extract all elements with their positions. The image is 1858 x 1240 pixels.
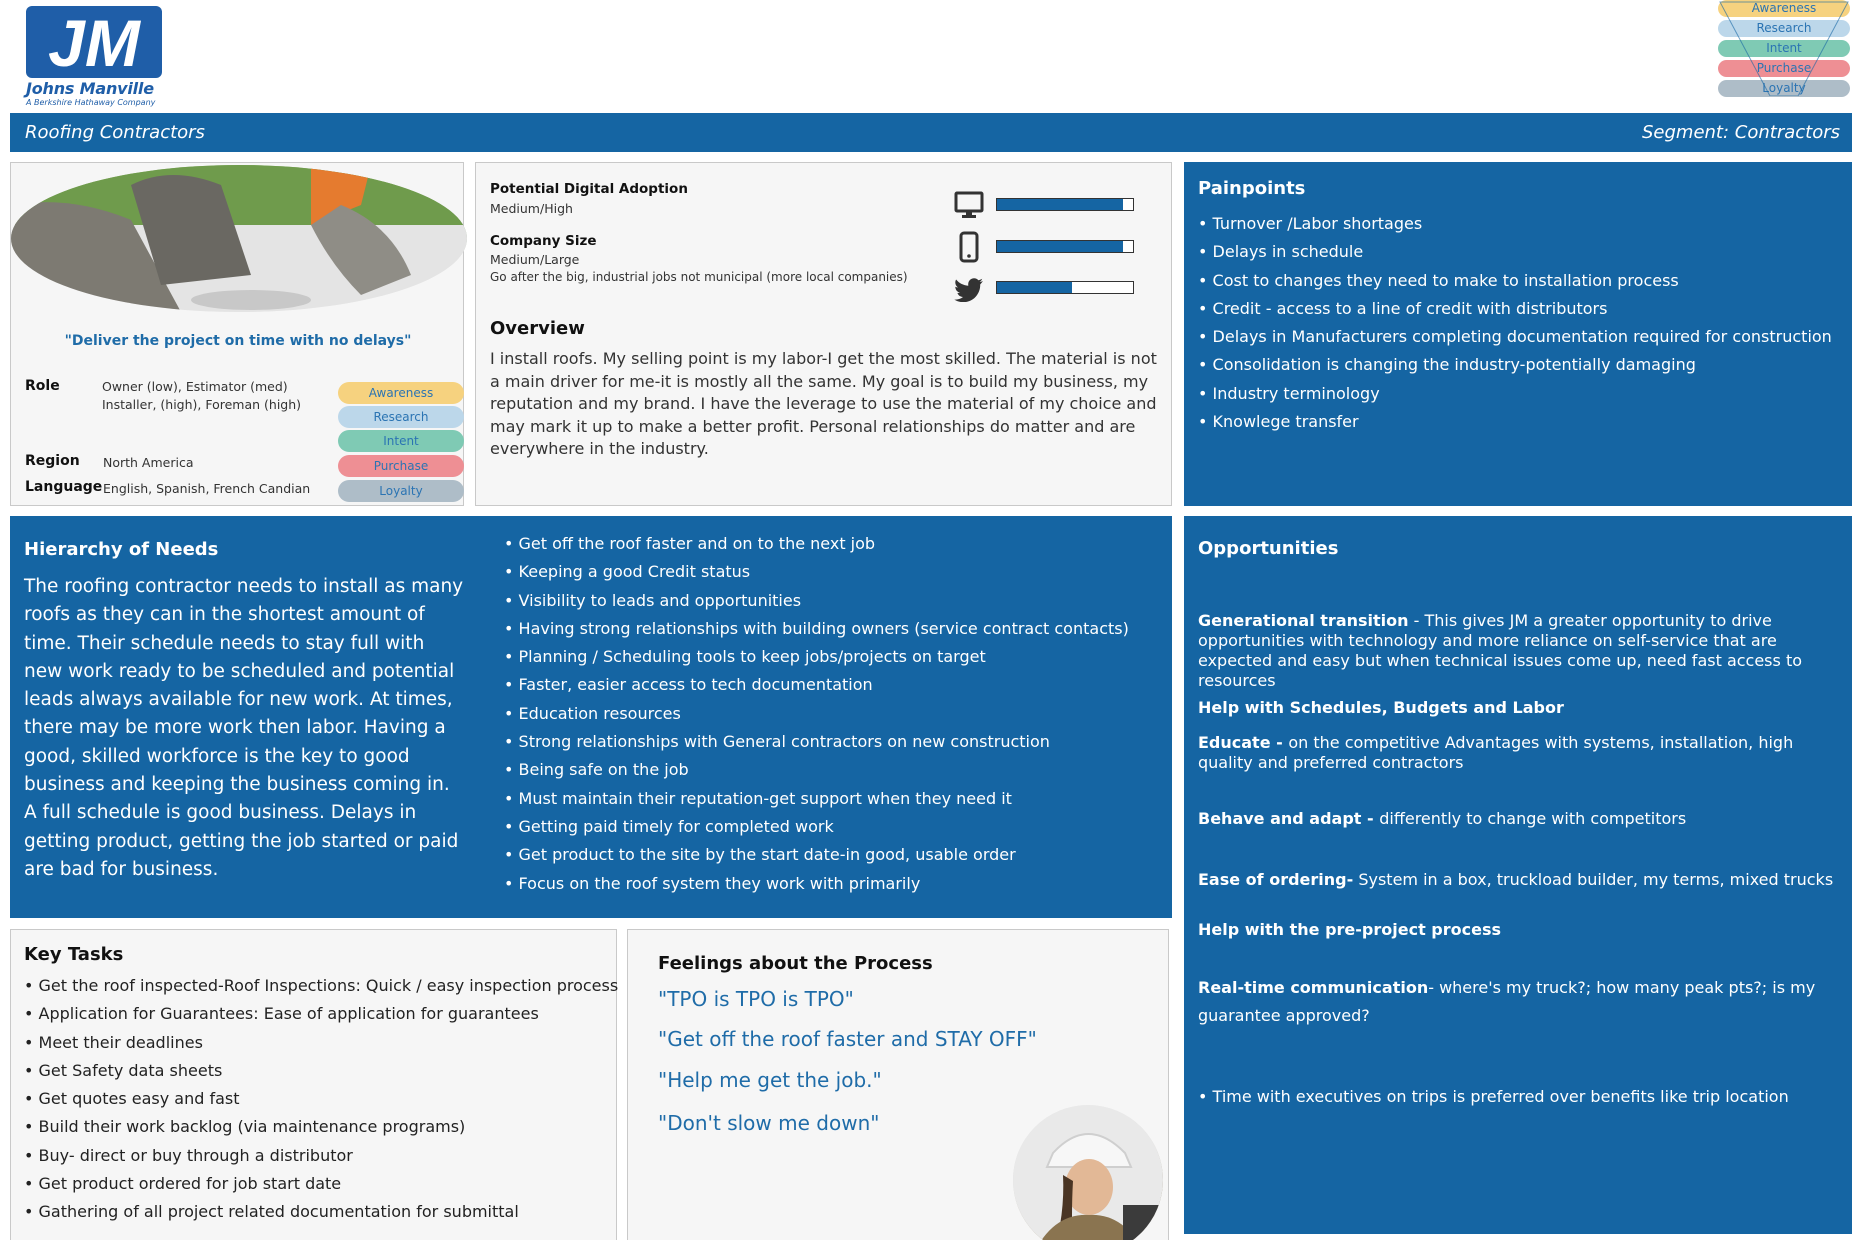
- mobile-adoption-bar: [996, 240, 1134, 253]
- feeling-quote: "Don't slow me down": [658, 1111, 880, 1135]
- twitter-icon: [954, 278, 984, 302]
- desktop-icon: [954, 191, 984, 219]
- list-item: • Must maintain their reputation-get support when they need it: [504, 785, 1129, 813]
- banner-title: Roofing Contractors: [25, 122, 205, 143]
- key-tasks-title: Key Tasks: [24, 944, 124, 965]
- opp-executives-text: Time with executives on trips is preferred over benefits like trip location: [1212, 1087, 1789, 1106]
- list-item: • Buy- direct or buy through a distributor: [24, 1142, 618, 1170]
- journey-funnel-legend: [1718, 0, 1850, 96]
- digital-adoption-label: Potential Digital Adoption: [490, 181, 688, 197]
- list-item: • Get the roof inspected-Roof Inspections: Quick / easy inspection process: [24, 972, 618, 1000]
- opp-generational-text: - This gives JM a greater opportunity to drive opportunities with technology and more reliance on self-service that are expected and easy but when technical issues come up, need fast access to resources: [1198, 611, 1802, 690]
- feeling-quote: "Get off the roof faster and STAY OFF": [658, 1027, 1037, 1051]
- list-item: • Knowlege transfer: [1198, 408, 1832, 436]
- overview-title: Overview: [490, 318, 585, 339]
- opp-behave: [1198, 809, 1838, 829]
- list-item: • Education resources: [504, 700, 1129, 728]
- contractor-avatar: [1013, 1105, 1163, 1240]
- needs-title: Hierarchy of Needs: [24, 539, 219, 560]
- list-item: • Get product to the site by the start date-in good, usable order: [504, 841, 1129, 869]
- segment-banner: [10, 113, 1852, 152]
- desktop-adoption-fill: [997, 199, 1123, 210]
- feeling-quote: "TPO is TPO is TPO": [658, 987, 854, 1011]
- opp-executives: • Time with executives on trips is preferred over benefits like trip location: [1198, 1087, 1789, 1106]
- johns-manville-logo[interactable]: [24, 4, 174, 107]
- needs-list: [504, 530, 1129, 898]
- painpoints-title: Painpoints: [1198, 178, 1306, 199]
- stage-purchase: Purchase: [338, 455, 464, 477]
- desktop-adoption-bar: [996, 198, 1134, 211]
- region-label: Region: [25, 453, 80, 469]
- opp-ordering-heading: Ease of ordering-: [1198, 870, 1354, 889]
- opp-educate: [1198, 733, 1838, 773]
- twitter-adoption-bar: [996, 281, 1134, 294]
- opp-generational-heading: Generational transition: [1198, 611, 1409, 630]
- list-item: • Planning / Scheduling tools to keep jobs/projects on target: [504, 643, 1129, 671]
- stage-intent: Intent: [338, 430, 464, 452]
- company-size-note: Go after the big, industrial jobs not municipal (more local companies): [490, 270, 908, 284]
- hierarchy-of-needs-panel: [10, 516, 1172, 918]
- role-value-1: Owner (low), Estimator (med): [102, 379, 288, 394]
- list-item: • Being safe on the job: [504, 756, 1129, 784]
- opp-educate-heading: Educate -: [1198, 733, 1289, 752]
- logo-brand-name: Johns Manville: [26, 79, 154, 98]
- feelings-title: Feelings about the Process: [658, 953, 933, 974]
- funnel-awareness: Awareness: [1718, 0, 1850, 17]
- list-item: • Get product ordered for job start date: [24, 1170, 618, 1198]
- key-tasks-list: [24, 972, 618, 1227]
- mobile-icon: [959, 231, 979, 263]
- list-item: • Delays in Manufacturers completing documentation required for construction: [1198, 323, 1832, 351]
- funnel-loyalty: Loyalty: [1718, 80, 1850, 97]
- opp-realtime: [1198, 974, 1838, 1030]
- language-value: English, Spanish, French Candian: [103, 481, 311, 496]
- list-item: • Get Safety data sheets: [24, 1057, 618, 1085]
- logo-letters: JM: [48, 6, 140, 80]
- painpoints-panel: [1184, 162, 1852, 506]
- funnel-intent: Intent: [1718, 40, 1850, 57]
- opp-behave-heading: Behave and adapt -: [1198, 809, 1380, 828]
- persona-profile-card: [10, 162, 464, 506]
- opp-behave-text: differently to change with competitors: [1379, 809, 1687, 828]
- feelings-panel: [627, 929, 1169, 1240]
- list-item: • Build their work backlog (via maintenance programs): [24, 1113, 618, 1141]
- company-size-label: Company Size: [490, 233, 597, 249]
- roofer-illustration-icon: [11, 165, 467, 312]
- list-item: • Turnover /Labor shortages: [1198, 210, 1832, 238]
- stage-loyalty: Loyalty: [338, 480, 464, 502]
- opportunities-panel: [1184, 516, 1852, 1234]
- funnel-research: Research: [1718, 20, 1850, 37]
- funnel-outline-icon: [1718, 0, 1850, 96]
- list-item: • Visibility to leads and opportunities: [504, 587, 1129, 615]
- list-item: • Application for Guarantees: Ease of application for guarantees: [24, 1000, 618, 1028]
- role-value-2: Installer, (high), Foreman (high): [102, 397, 302, 412]
- list-item: • Gathering of all project related documentation for submittal: [24, 1198, 618, 1226]
- list-item: • Get quotes easy and fast: [24, 1085, 618, 1113]
- stage-research: Research: [338, 406, 464, 428]
- key-tasks-panel: [10, 929, 617, 1240]
- region-value: North America: [103, 455, 194, 470]
- list-item: • Delays in schedule: [1198, 238, 1832, 266]
- opp-realtime-heading: Real-time communication: [1198, 978, 1429, 997]
- funnel-purchase: Purchase: [1718, 60, 1850, 77]
- opp-ordering: [1198, 870, 1838, 890]
- list-item: • Meet their deadlines: [24, 1029, 618, 1057]
- list-item: • Getting paid timely for completed work: [504, 813, 1129, 841]
- list-item: • Consolidation is changing the industry-potentially damaging: [1198, 351, 1832, 379]
- role-label: Role: [25, 378, 60, 394]
- logo-tagline: A Berkshire Hathaway Company: [26, 98, 156, 107]
- feeling-quote: "Help me get the job.": [658, 1068, 882, 1092]
- list-item: • Cost to changes they need to make to installation process: [1198, 267, 1832, 295]
- language-label: Language: [25, 479, 103, 495]
- opportunities-title: Opportunities: [1198, 538, 1339, 559]
- list-item: • Faster, easier access to tech documentation: [504, 671, 1129, 699]
- opp-preproject: Help with the pre-project process: [1198, 920, 1502, 939]
- stage-awareness: Awareness: [338, 382, 464, 404]
- opp-educate-text: on the competitive Advantages with systems, installation, high quality and preferred contractors: [1198, 733, 1794, 772]
- jm-logo-mark: [24, 4, 164, 80]
- list-item: • Get off the roof faster and on to the next job: [504, 530, 1129, 558]
- painpoints-list: [1198, 210, 1832, 436]
- list-item: • Focus on the roof system they work with primarily: [504, 870, 1129, 898]
- twitter-adoption-fill: [997, 282, 1072, 293]
- worker-portrait-icon: [1013, 1105, 1163, 1240]
- opp-schedules: Help with Schedules, Budgets and Labor: [1198, 698, 1564, 717]
- list-item: • Keeping a good Credit status: [504, 558, 1129, 586]
- persona-quote: "Deliver the project on time with no delays": [64, 333, 412, 349]
- list-item: • Strong relationships with General contractors on new construction: [504, 728, 1129, 756]
- banner-segment: Segment: Contractors: [1641, 122, 1840, 143]
- digital-adoption-panel: [475, 162, 1172, 506]
- mobile-adoption-fill: [997, 241, 1123, 252]
- list-item: • Credit - access to a line of credit with distributors: [1198, 295, 1832, 323]
- list-item: • Having strong relationships with building owners (service contract contacts): [504, 615, 1129, 643]
- digital-adoption-value: Medium/High: [490, 201, 573, 216]
- opp-generational: [1198, 611, 1838, 691]
- opp-realtime-text: - where's my truck?; how many peak pts?; is my guarantee approved?: [1198, 978, 1816, 1025]
- needs-body: The roofing contractor needs to install as many roofs as they can in the shortest amount of time. Their schedule needs to stay full with new work ready to be scheduled and potential leads always available for new work. At times, there may be more work then labor. Having a good, skilled workforce is the key to good business and keeping the business coming in. A full schedule is good business. Delays in getting product, getting the job started or paid are bad for business.: [24, 576, 464, 880]
- overview-text: I install roofs. My selling point is my labor-I get the most skilled. The material is not a main driver for me-it is mostly all the same. My goal is to build my business, my reputation and my brand. I have the leverage to use the material of my choice and may mark it up to make a better profit. Personal relationships do matter and are everywhere in the industry.: [490, 349, 1157, 458]
- opp-ordering-text: System in a box, truckload builder, my terms, mixed trucks: [1353, 870, 1834, 889]
- roofer-photo: [11, 165, 467, 312]
- list-item: • Industry terminology: [1198, 380, 1832, 408]
- company-size-value: Medium/Large: [490, 252, 580, 267]
